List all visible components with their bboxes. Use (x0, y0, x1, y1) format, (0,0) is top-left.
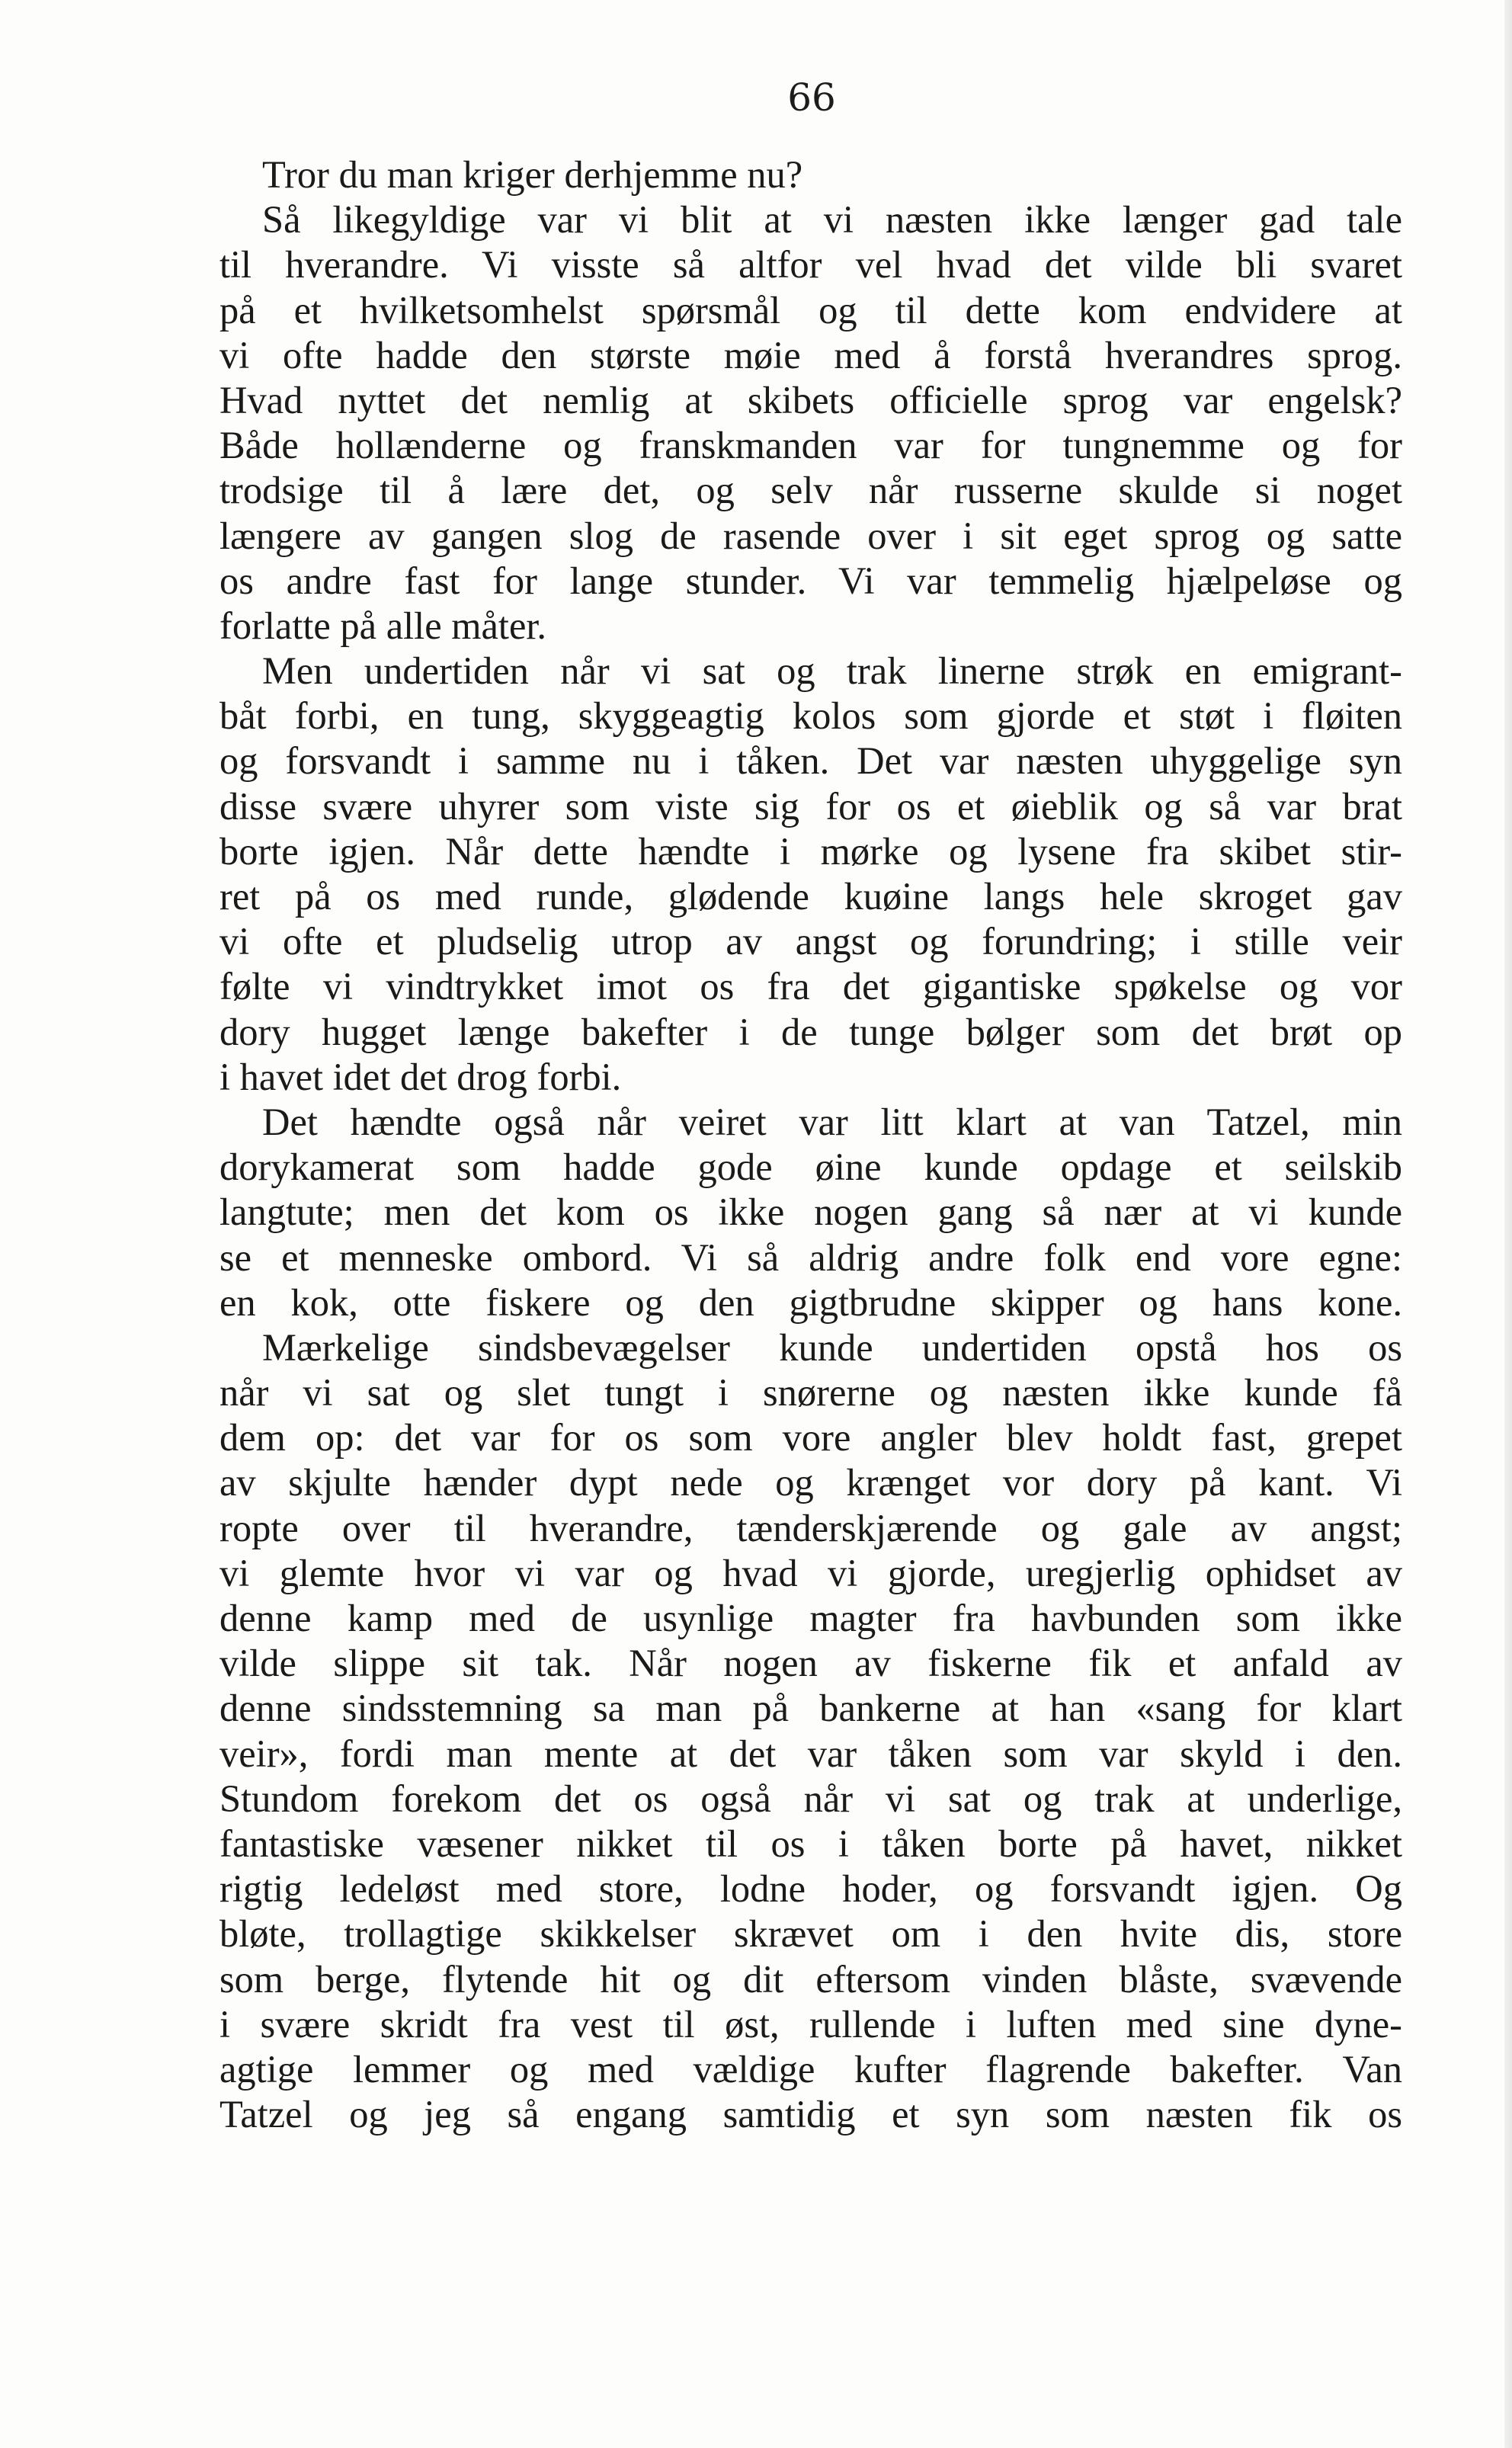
page-number: 66 (787, 75, 836, 120)
text-line: os andre fast for lange stunder. Vi var temmelig hjælpeløse og (219, 559, 1402, 602)
text-line: båt forbi, en tung, skyggeagtig kolos som gjorde et støt i fløiten (219, 694, 1402, 738)
text-line: vilde slippe sit tak. Når nogen av fiskerne fik et anfald av (219, 1642, 1402, 1685)
text-line: denne kamp med de usynlige magter fra havbunden som ikke (219, 1597, 1402, 1639)
text-line: dem op: det var for os som vore angler blev holdt fast, grepet (219, 1416, 1402, 1460)
text-line: Så likegyldige var vi blit at vi næsten ikke længer gad tale (262, 198, 1402, 242)
text-line: denne sindsstemning sa man på bankerne at han «sang for klart (219, 1687, 1402, 1730)
text-line: av skjulte hænder dypt nede og krænget vor dory på kant. Vi (219, 1461, 1402, 1504)
text-line: bløte, trollagtige skikkelser skrævet om i den hvite dis, store (219, 1912, 1402, 1956)
text-line: rigtig ledeløst med store, lodne hoder, og forsvandt igjen. Og (219, 1867, 1402, 1911)
text-line: ret på os med runde, glødende kuøine langs hele skroget gav (219, 875, 1402, 918)
text-line: som berge, flytende hit og dit eftersom vinden blåste, svævende (219, 1957, 1402, 2001)
text-line: dory hugget længe bakefter i de tunge bølger som det brøt op (219, 1010, 1402, 1053)
body-text (219, 152, 1402, 2137)
text-line: forlatte på alle måter. (219, 604, 547, 647)
text-line: til hverandre. Vi visste så altfor vel hvad det vilde bli svaret (219, 243, 1402, 287)
text-line: på et hvilketsomhelst spørsmål og til dette kom endvidere at (219, 288, 1402, 332)
text-line: Tror du man kriger derhjemme nu? (262, 153, 803, 196)
text-line: Stundom forekom det os også når vi sat og trak at underlige, (219, 1777, 1402, 1820)
text-line: længere av gangen slog de rasende over i sit eget sprog og satte (219, 514, 1402, 557)
text-line: vi ofte hadde den største møie med å forstå hverandres sprog. (219, 333, 1402, 376)
text-line: agtige lemmer og med vældige kufter flagrende bakefter. Van (219, 2047, 1402, 2091)
text-line: vi glemte hvor vi var og hvad vi gjorde, uregjerlig ophidset av (219, 1551, 1402, 1594)
text-line: borte igjen. Når dette hændte i mørke og lysene fra skibet stir- (219, 829, 1402, 873)
text-line: en kok, otte fiskere og den gigtbrudne skipper og hans kone. (219, 1280, 1402, 1324)
text-line: veir», fordi man mente at det var tåken som var skyld i den. (219, 1732, 1402, 1775)
text-line: Hvad nyttet det nemlig at skibets officielle sprog var engelsk? (219, 378, 1402, 421)
text-line: i svære skridt fra vest til øst, rullende i luften med sine dyne- (219, 2002, 1402, 2046)
text-line: trodsige til å lære det, og selv når russerne skulde si noget (219, 469, 1402, 512)
text-line: Både hollænderne og franskmanden var for tungnemme og for (219, 424, 1402, 467)
text-line: se et menneske ombord. Vi så aldrig andre folk end vore egne: (219, 1235, 1402, 1279)
text-line: disse svære uhyrer som viste sig for os et øieblik og så var brat (219, 784, 1402, 828)
text-line: når vi sat og slet tungt i snørerne og næsten ikke kunde få (219, 1371, 1402, 1415)
text-line: og forsvandt i samme nu i tåken. Det var næsten uhyggelige syn (219, 739, 1402, 783)
text-line: i havet idet det drog forbi. (219, 1055, 622, 1098)
text-line: Det hændte også når veiret var litt klart at van Tatzel, min (262, 1100, 1402, 1143)
text-line: dorykamerat som hadde gode øine kunde opdage et seilskib (219, 1145, 1402, 1189)
text-line: følte vi vindtrykket imot os fra det gigantiske spøkelse og vor (219, 965, 1402, 1008)
text-line: langtute; men det kom os ikke nogen gang så nær at vi kunde (219, 1190, 1402, 1234)
text-line: Tatzel og jeg så engang samtidig et syn som næsten fik os (219, 2093, 1402, 2136)
text-line: Mærkelige sindsbevægelser kunde undertiden opstå hos os (262, 1325, 1402, 1369)
text-line: fantastiske væsener nikket til os i tåken borte på havet, nikket (219, 1822, 1402, 1865)
text-line: vi ofte et pludselig utrop av angst og forundring; i stille veir (219, 920, 1402, 963)
text-line: Men undertiden når vi sat og trak linerne strøk en emigrant- (262, 649, 1402, 693)
text-line: ropte over til hverandre, tænderskjærende og gale av angst; (219, 1506, 1402, 1549)
page-edge-shadow (1504, 0, 1512, 2448)
